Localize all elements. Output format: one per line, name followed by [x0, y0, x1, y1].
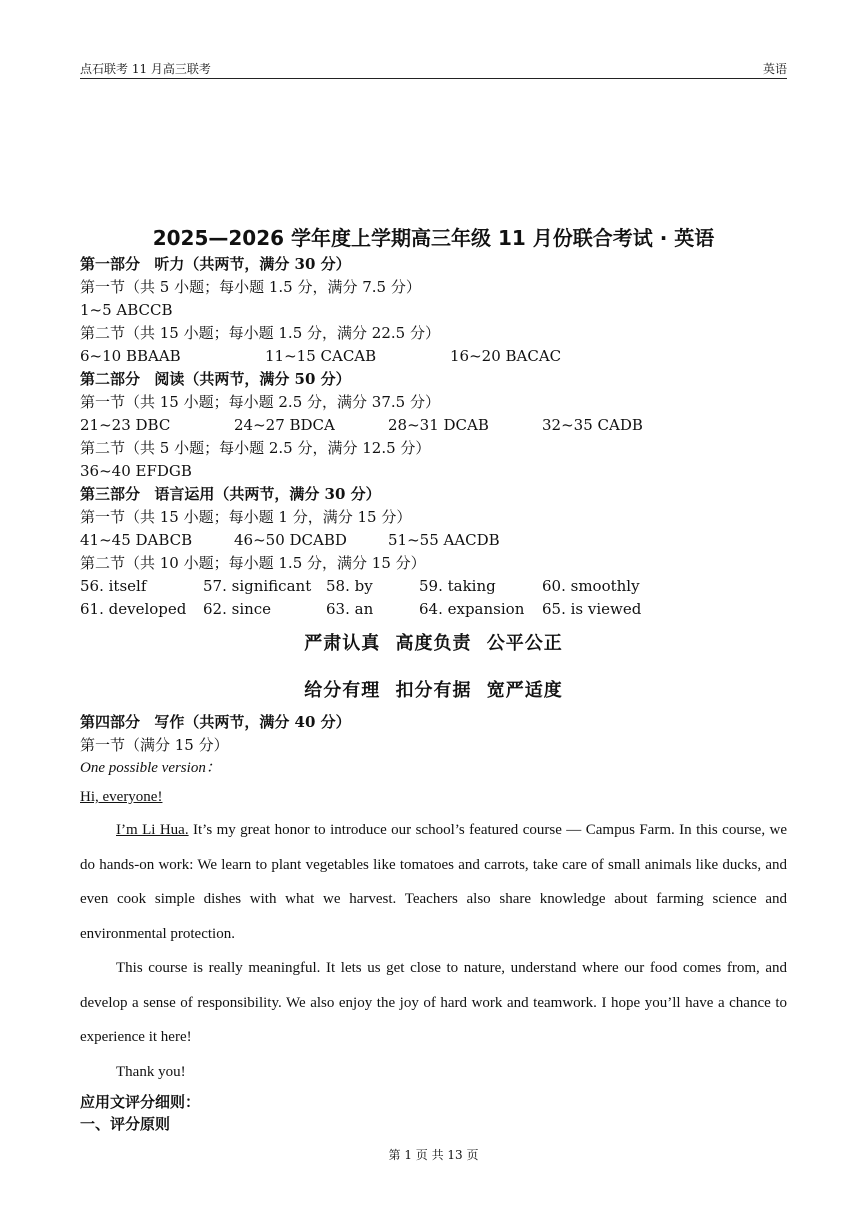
answer-item: 60. smoothly: [542, 577, 640, 595]
answer-group: 6~10 BBAAB: [80, 347, 181, 365]
part1-heading: 第一部分 听力（共两节，满分 30 分）: [80, 255, 351, 273]
part3-sec2: 第二节（共 10 小题；每小题 1.5 分，满分 15 分）: [80, 554, 426, 572]
page-footer: 第 1 页 共 13 页: [388, 1148, 479, 1162]
answer-item: 64. expansion: [419, 600, 525, 618]
answer-group: 41~45 DABCB: [80, 531, 193, 549]
answer-item: 62. since: [203, 600, 272, 618]
essay-paragraph-1: I’m Li Hua. It’s my great honor to introduce our school’s featured course — Campus Farm. In this course, we do hands-on work: We learn to plant vegetables like tomatoes and carrots, take care of small animals like ducks, and even cook simple dishes with what we harvest. Teachers also share knowledge about farming science and environmental protection.: [80, 822, 787, 942]
answer-group: 24~27 BDCA: [234, 416, 335, 434]
rubric-section-1: 一、评分原则: [80, 1115, 171, 1133]
answer-item: 56. itself: [80, 577, 147, 595]
answer-group: 28~31 DCAB: [388, 416, 489, 434]
answer-item: 58. by: [326, 577, 373, 595]
answer-group: 51~55 AACDB: [388, 531, 500, 549]
part2-sec1: 第一节（共 15 小题；每小题 2.5 分，满分 37.5 分）: [80, 393, 440, 411]
part2-heading: 第二部分 阅读（共两节，满分 50 分）: [80, 370, 351, 388]
rubric-title: 应用文评分细则：: [80, 1093, 201, 1111]
part2-sec2: 第二节（共 5 小题；每小题 2.5 分，满分 12.5 分）: [80, 439, 431, 457]
answer-group: 16~20 BACAC: [450, 347, 562, 365]
answer-group: 11~15 CACAB: [265, 347, 377, 365]
version-label: One possible version：: [80, 760, 221, 776]
essay-body: [80, 813, 787, 1089]
part3-heading: 第三部分 语言运用（共两节，满分 30 分）: [80, 485, 381, 503]
page-header: [80, 58, 787, 79]
page-title: 2025—2026 学年度上学期高三年级 11 月份联合考试 · 英语: [152, 226, 715, 250]
part1-sec1-answers: 1~5 ABCCB: [80, 301, 173, 319]
part2-sec2-answers: 36~40 EFDGB: [80, 462, 192, 480]
header-exam-name: 点石联考 11 月高三联考: [80, 62, 211, 76]
answer-item: 59. taking: [419, 577, 496, 595]
part1-sec2: 第二节（共 15 小题；每小题 1.5 分，满分 22.5 分）: [80, 324, 440, 342]
answer-item: 65. is viewed: [542, 600, 642, 618]
answer-group: 46~50 DCABD: [234, 531, 347, 549]
answer-group: 21~23 DBC: [80, 416, 171, 434]
essay-greeting: Hi, everyone!: [80, 789, 163, 805]
part4-heading: 第四部分 写作（共两节，满分 40 分）: [80, 713, 351, 731]
answer-item: 63. an: [326, 600, 374, 618]
part3-sec1: 第一节（共 15 小题；每小题 1 分，满分 15 分）: [80, 508, 412, 526]
grading-slogan-1: 严肃认真 高度负责 公平公正: [304, 633, 563, 654]
answer-item: 61. developed: [80, 600, 187, 618]
answer-item: 57. significant: [203, 577, 312, 595]
answer-group: 32~35 CADB: [542, 416, 643, 434]
grading-slogan-2: 给分有理 扣分有据 宽严适度: [304, 680, 563, 701]
essay-paragraph-2: This course is really meaningful. It lets us get close to nature, understand where our food comes from, and develop a sense of responsibility. We also enjoy the joy of hard work and teamwork. I hope you’ll have a chance to experience it here!: [80, 960, 787, 1045]
header-subject: 英语: [762, 62, 787, 76]
essay-closing: Thank you!: [116, 1063, 186, 1080]
part1-sec1: 第一节（共 5 小题；每小题 1.5 分，满分 7.5 分）: [80, 278, 421, 296]
part4-sec1: 第一节（满分 15 分）: [80, 736, 229, 754]
